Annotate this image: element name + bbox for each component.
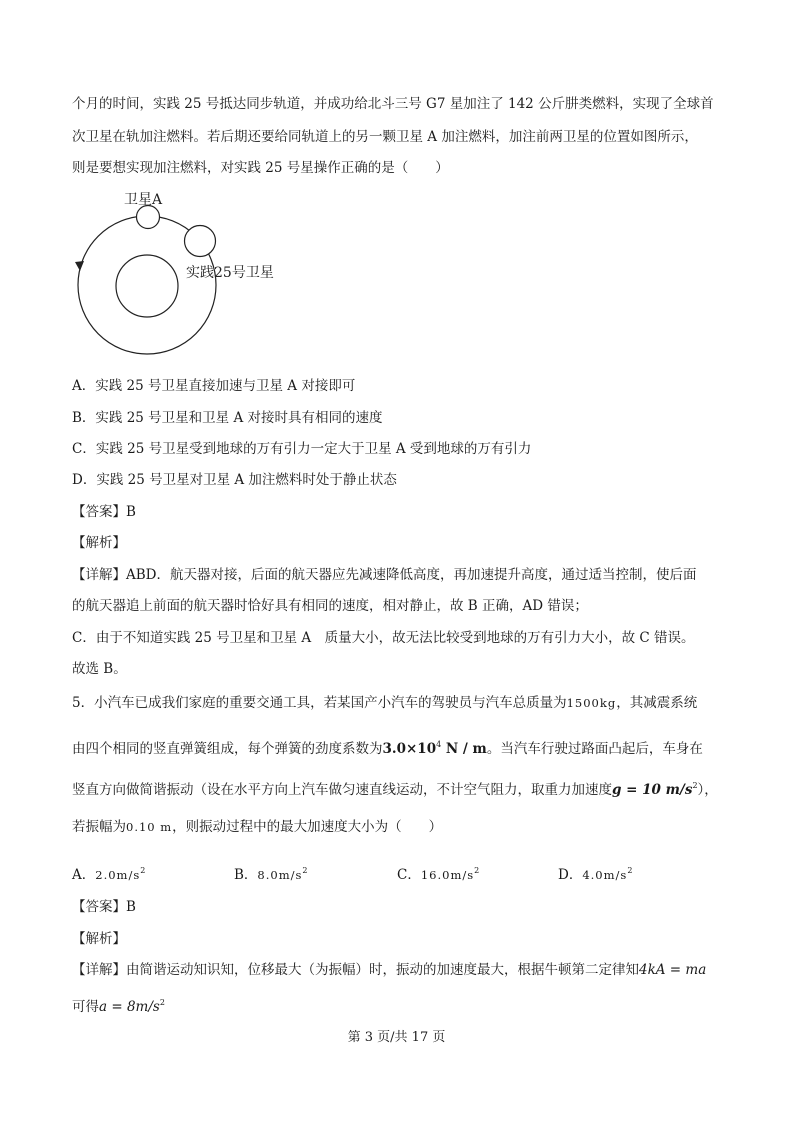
q4-detail-3: C．由于不知道实践 25 号卫星和卫星 A 质量大小，故无法比较受到地球的万有引力大小，故 C 错误。 <box>72 630 695 646</box>
satellite-sj25-circle <box>185 226 216 257</box>
satellite-a-circle <box>137 206 160 229</box>
amplitude-value: 0.10 m <box>126 820 173 834</box>
q4-option-d: D．实践 25 号卫星对卫星 A 加注燃料时处于静止状态 <box>72 472 397 488</box>
q4-answer: 【答案】B <box>72 504 136 520</box>
earth-circle <box>116 255 178 317</box>
intro-line-1: 个月的时间，实践 25 号抵达同步轨道，并成功给北斗三号 G7 星加注了 142 公斤肼类燃料，实现了全球首 <box>72 96 714 112</box>
option-exponent: 2 <box>302 866 308 875</box>
option-letter: B． <box>234 867 258 883</box>
option-value: 16.0m/s <box>420 868 475 882</box>
orbit-diagram <box>70 186 300 356</box>
q5-line-3 <box>72 776 718 800</box>
satellite-a-label: 卫星A <box>124 192 163 208</box>
option-value: 2.0m/s <box>95 868 141 882</box>
k-unit: N / m <box>441 741 487 757</box>
k-exponent: 4 <box>436 740 442 749</box>
q5-text: ，其减震系统 <box>616 695 698 711</box>
q5-detail-text: 可得 <box>72 999 99 1015</box>
option-letter: A． <box>72 867 96 883</box>
q5-text: 5．小汽车已成我们家庭的重要交通工具，若某国产小汽车的驾驶员与汽车总质量为 <box>72 695 567 711</box>
q5-text: 竖直方向做简谐振动（设在水平方向上汽车做匀速直线运动，不计空气阻力，取重力加速度 <box>72 782 612 798</box>
q5-detail-text: 【详解】由简谐运动知识知，位移最大（为振幅）时，振动的加速度最大，根据牛顿第二定律知 <box>72 962 639 978</box>
satellite-sj25-label: 实践25号卫星 <box>186 265 274 281</box>
formula-a-exponent: 2 <box>159 998 165 1007</box>
q4-detail-2: 的航天器追上前面的航天器时恰好具有相同的速度，相对静止，故 B 正确，AD 错误； <box>72 598 588 614</box>
option-value: 4.0m/s <box>582 868 628 882</box>
q5-text: 若振幅为 <box>72 819 126 835</box>
intro-line-2: 次卫星在轨加注燃料。若后期还要给同轨道上的另一颗卫星 A 加注燃料，加注前两卫星的位置如图所示， <box>72 129 698 145</box>
q5-line-1 <box>72 693 697 713</box>
mass-value: 1500kg <box>566 696 617 710</box>
q5-option-c <box>397 861 479 885</box>
option-exponent: 2 <box>474 866 480 875</box>
k-coefficient: 3.0×10 <box>382 741 437 757</box>
direction-arrow <box>75 261 84 271</box>
q5-option-d <box>558 861 632 885</box>
q5-text: ，则振动过程中的最大加速度大小为（ ） <box>172 819 443 835</box>
q5-line-4 <box>72 817 442 837</box>
option-exponent: 2 <box>140 866 146 875</box>
option-value: 8.0m/s <box>257 868 303 882</box>
q4-detail-1: 【详解】ABD．航天器对接，后面的航天器应先减速降低高度，再加速提升高度，通过适当控制，使后面 <box>72 567 697 583</box>
q5-text: ）， <box>697 782 718 798</box>
q4-option-c: C．实践 25 号卫星受到地球的万有引力一定大于卫星 A 受到地球的万有引力 <box>72 441 532 457</box>
g-exponent: 2 <box>692 781 698 790</box>
q4-detail-4: 故选 B。 <box>72 661 127 677</box>
q5-detail-2 <box>72 993 165 1017</box>
q5-text: 由四个相同的竖直弹簧组成，每个弹簧的劲度系数为 <box>72 741 383 757</box>
g-equation: g = 10 m/s <box>612 782 693 798</box>
q5-text: 。当汽车行驶过路面凸起后，车身在 <box>486 741 703 757</box>
option-letter: C． <box>397 867 421 883</box>
formula-a-value: a = 8m/s <box>99 999 160 1015</box>
q4-option-b: B．实践 25 号卫星和卫星 A 对接时具有相同的速度 <box>72 410 383 426</box>
q5-analysis-heading: 【解析】 <box>72 931 126 947</box>
intro-line-3: 则是要想实现加注燃料，对实践 25 号星操作正确的是（ ） <box>72 160 449 176</box>
q4-option-a: A．实践 25 号卫星直接加速与卫星 A 对接即可 <box>72 378 356 394</box>
formula-4kA-ma: 4kA = ma <box>639 962 707 978</box>
page-footer: 第 3 页/共 17 页 <box>347 1030 446 1045</box>
q5-line-2 <box>72 735 703 759</box>
q4-analysis-heading: 【解析】 <box>72 535 126 551</box>
option-exponent: 2 <box>627 866 633 875</box>
q5-option-b <box>234 861 308 885</box>
option-letter: D． <box>558 867 583 883</box>
q5-option-a <box>72 861 145 885</box>
q5-answer: 【答案】B <box>72 899 136 915</box>
q5-detail-1 <box>72 960 706 980</box>
